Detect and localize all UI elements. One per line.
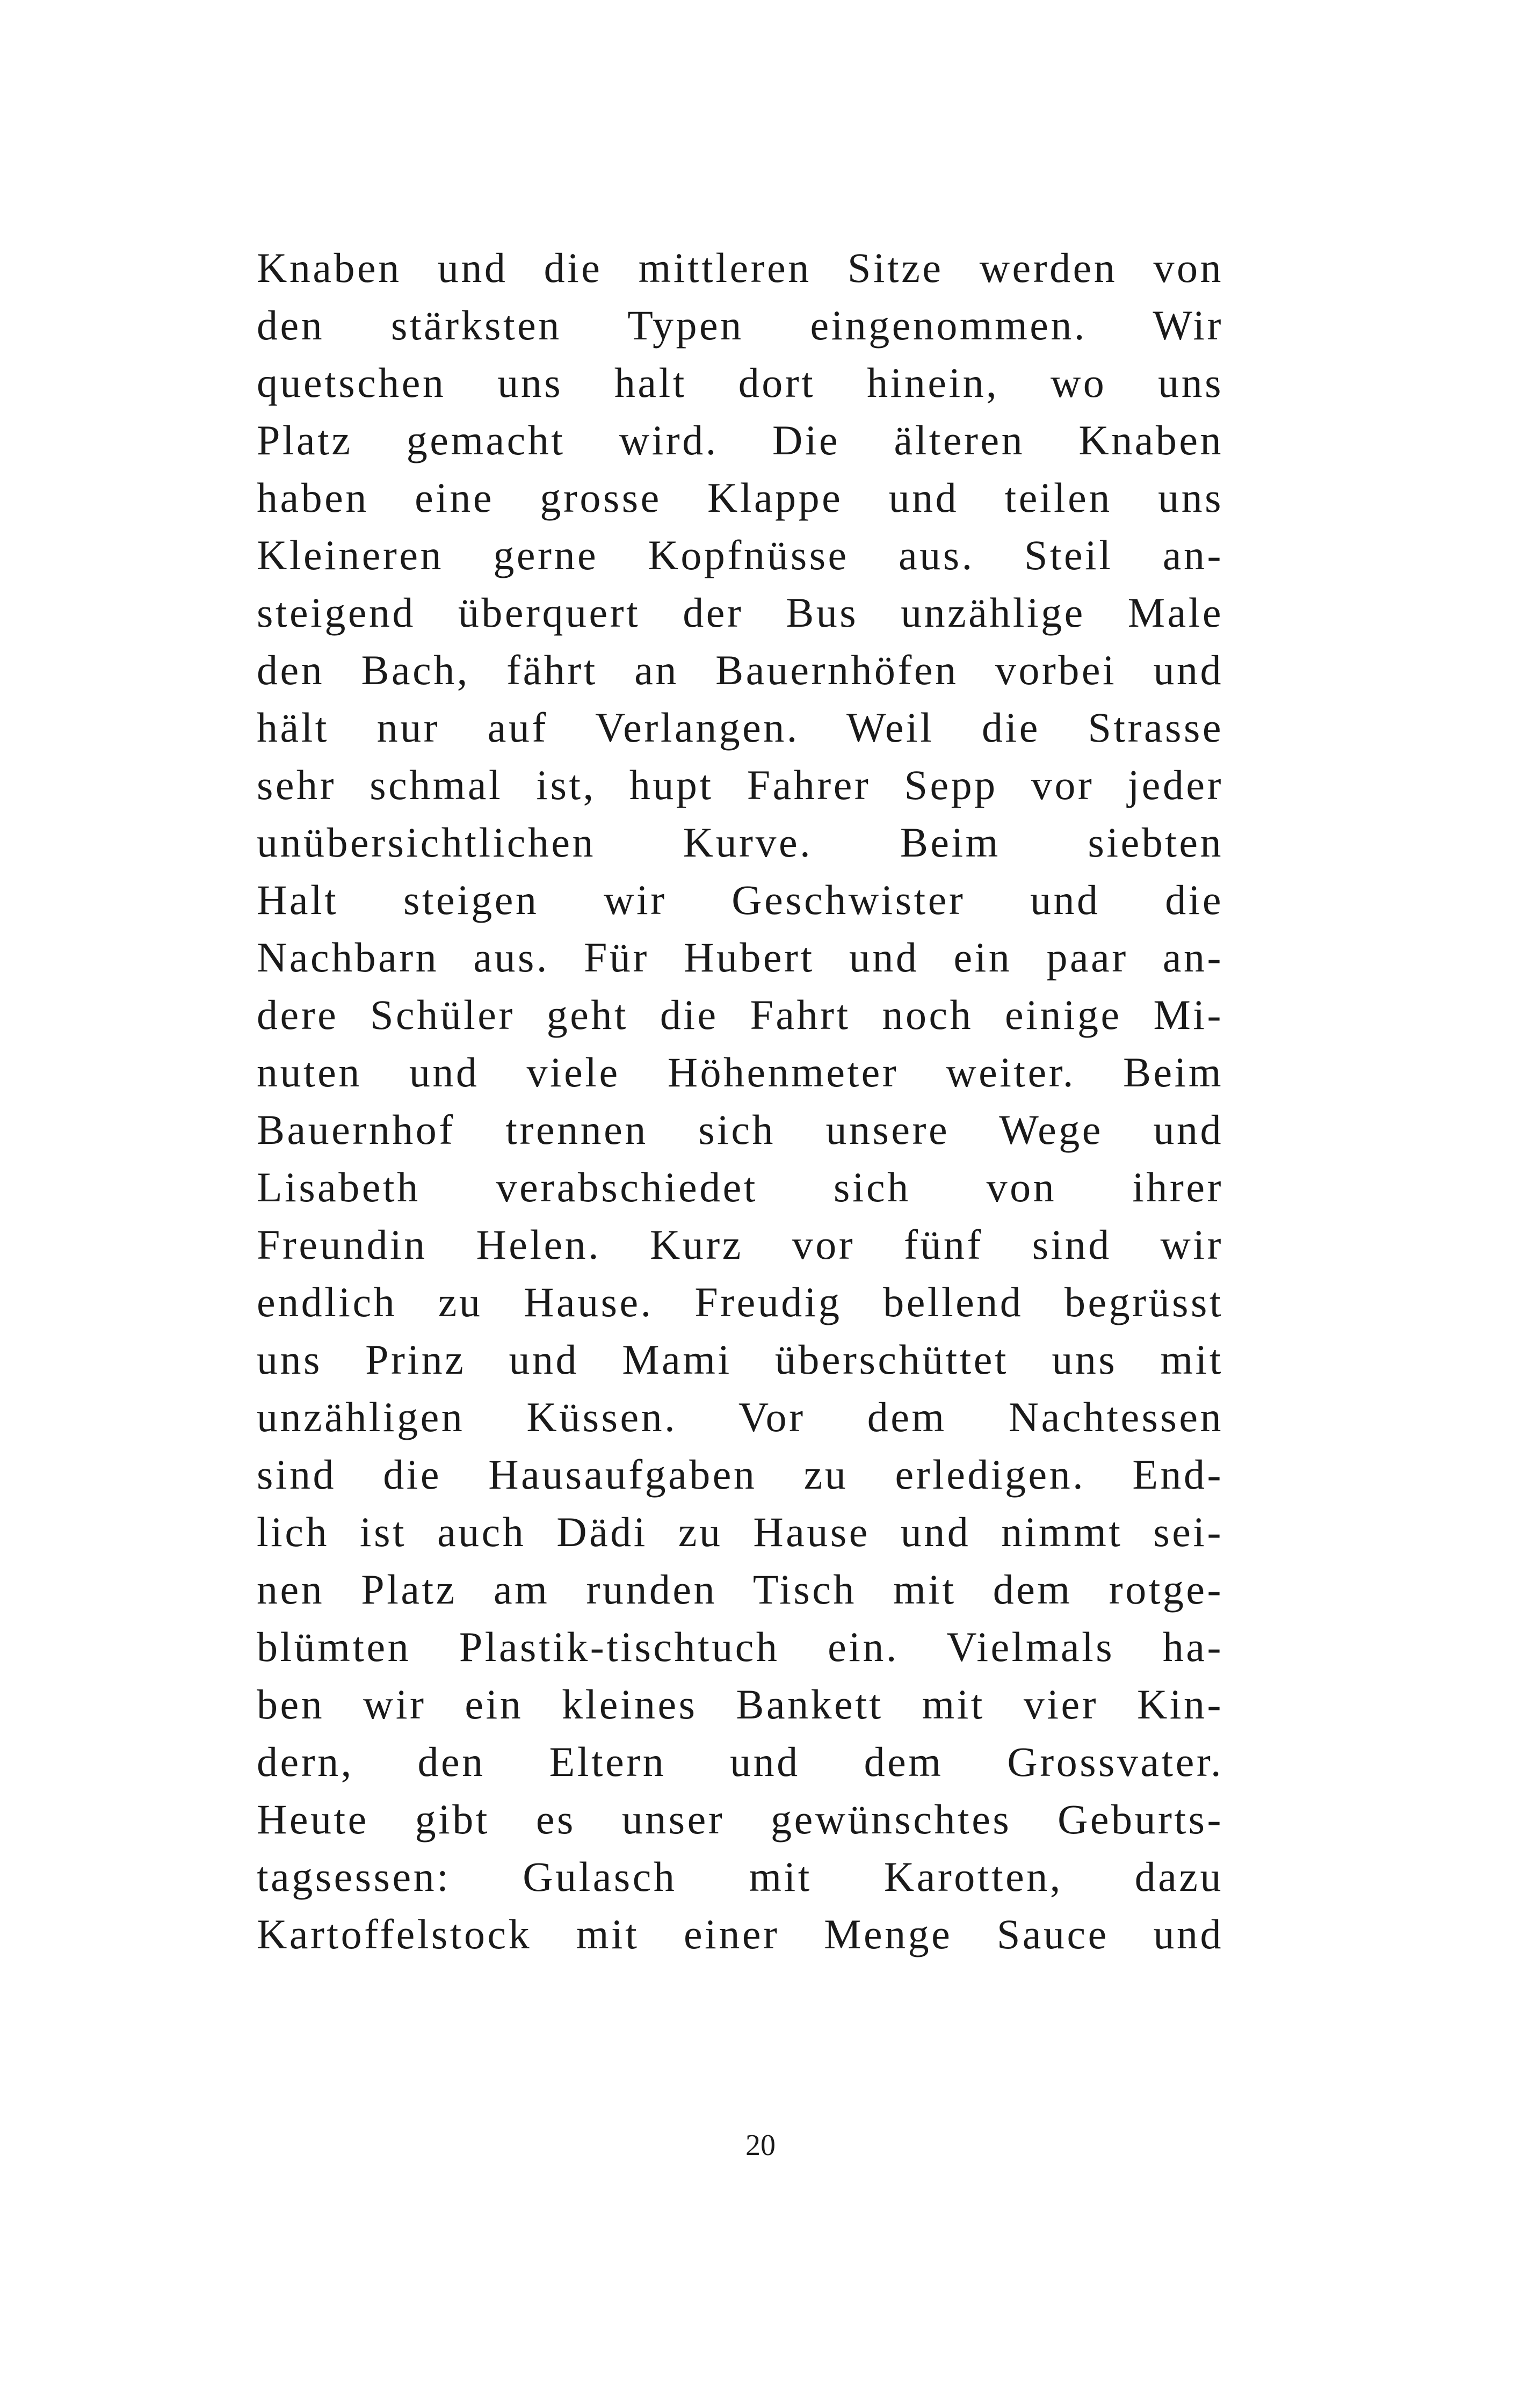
text-line: uns Prinz und Mami überschüttet uns mit bbox=[257, 1336, 1223, 1383]
text-line: tagsessen: Gulasch mit Karotten, dazu bbox=[257, 1853, 1223, 1900]
text-line: Bauernhof trennen sich unsere Wege und bbox=[257, 1106, 1223, 1153]
text-line: Lisabeth verabschiedet sich von ihrer bbox=[257, 1164, 1223, 1210]
text-line: nen Platz am runden Tisch mit dem rotge- bbox=[257, 1566, 1223, 1613]
text-line: blümten Plastik-tischtuch ein. Vielmals ha- bbox=[257, 1623, 1223, 1670]
text-line: den Bach, fährt an Bauernhöfen vorbei und bbox=[257, 647, 1223, 693]
text-line: Nachbarn aus. Für Hubert und ein paar an- bbox=[257, 934, 1223, 981]
text-line: quetschen uns halt dort hinein, wo uns bbox=[257, 359, 1223, 406]
text-line: Knaben und die mittleren Sitze werden von bbox=[257, 244, 1223, 291]
text-line: endlich zu Hause. Freudig bellend begrüsst bbox=[257, 1279, 1223, 1325]
text-line: ben wir ein kleines Bankett mit vier Kin- bbox=[257, 1681, 1223, 1728]
text-line: dern, den Eltern und dem Grossvater. bbox=[257, 1738, 1223, 1785]
text-line: unzähligen Küssen. Vor dem Nachtessen bbox=[257, 1394, 1223, 1440]
text-line: haben eine grosse Klappe und teilen uns bbox=[257, 474, 1223, 521]
text-line: lich ist auch Dädi zu Hause und nimmt sei- bbox=[257, 1508, 1223, 1555]
text-line: steigend überquert der Bus unzählige Male bbox=[257, 589, 1223, 636]
text-line: Platz gemacht wird. Die älteren Knaben bbox=[257, 417, 1223, 463]
text-line: sind die Hausaufgaben zu erledigen. End- bbox=[257, 1451, 1223, 1498]
text-line: Kleineren gerne Kopfnüsse aus. Steil an- bbox=[257, 532, 1223, 578]
text-line: sehr schmal ist, hupt Fahrer Sepp vor jeder bbox=[257, 761, 1223, 808]
text-line: den stärksten Typen eingenommen. Wir bbox=[257, 302, 1223, 349]
text-line: dere Schüler geht die Fahrt noch einige Mi- bbox=[257, 991, 1223, 1038]
text-line: nuten und viele Höhenmeter weiter. Beim bbox=[257, 1049, 1223, 1096]
text-line: Freundin Helen. Kurz vor fünf sind wir bbox=[257, 1221, 1223, 1268]
body-text bbox=[257, 239, 1223, 1963]
text-line: hält nur auf Verlangen. Weil die Strasse bbox=[257, 704, 1223, 751]
text-line: Heute gibt es unser gewünschtes Geburts- bbox=[257, 1796, 1223, 1843]
text-line: Kartoffelstock mit einer Menge Sauce und bbox=[257, 1911, 1223, 1957]
text-line: unübersichtlichen Kurve. Beim siebten bbox=[257, 819, 1223, 866]
page-number: 20 bbox=[745, 2129, 776, 2162]
text-line: Halt steigen wir Geschwister und die bbox=[257, 876, 1223, 923]
